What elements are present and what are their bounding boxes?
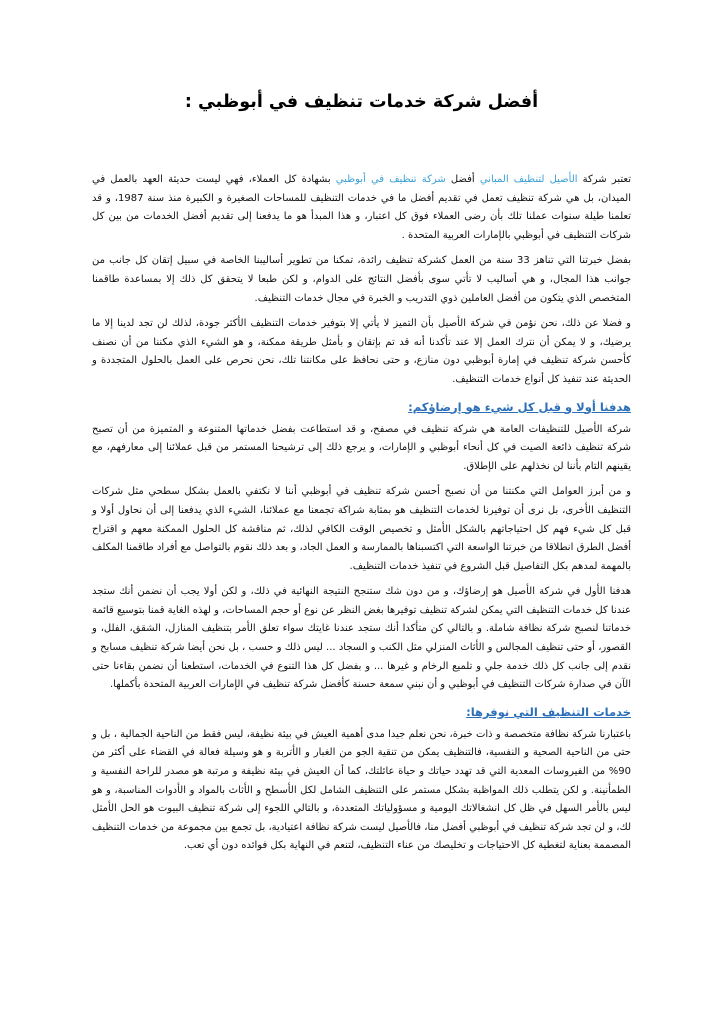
intro-text-2: أفضل: [445, 174, 480, 185]
intro-paragraph: [92, 171, 631, 245]
page-title: أفضل شركة خدمات تنظيف في أبوظبي :: [184, 92, 539, 112]
cleaning-company-link[interactable]: شركة تنظيف في أبوظبي: [335, 174, 446, 185]
section-heading-goal: [92, 397, 631, 417]
intro-text-1: تعتبر شركة: [577, 174, 631, 185]
quality-paragraph: و فضلا عن ذلك، نحن نؤمن في شركة الأصيل بأن التميز لا يأتي إلا بتوفير خدمات التنظيف الأكثر جودة، لذلك لن تجد لدينا إلا ما يرضيك، و لا يمكن أن نترك العمل إلا عند تأكدنا أنه قد تم بإتقان و بأمثل طريقة ممكنة، و هو الشيء الذي مكننا من أن نصنف كأحسن شركة تنظيف في إمارة أبوظبي دون منازع، و حتى نحافظ على مكانتنا تلك، نحن نحرص على العمل بالحلول المتجددة و الحديثة عند تنفيذ كل أنواع خدمات التنظيف.: [92, 318, 631, 385]
experience-paragraph: بفضل خبرتنا التي تناهز 33 سنة من العمل كشركة تنظيف رائدة، تمكنا من تطوير أساليبنا الخاصة في سبيل إتقان كل جانب من جوانب هذا المجال، و هي أساليب لا تأتي سوى بأفضل النتائج على الدوام، و لكن طبعا لا يتحقق كل ذلك إلا بمساعدة طاقمنا المتخصص الذي يتكون من أفضل العاملين ذوي التدريب و الخبرة في مجال خدمات التنظيف.: [92, 255, 631, 304]
company-link[interactable]: الأصيل لتنظيف المباني: [479, 174, 578, 185]
section-heading-services: [92, 702, 631, 722]
intro-text-3: بشهادة كل العملاء، فهي ليست حديثة العهد بالعمل في الميدان، بل هي شركة تنظيف تعمل في تقديم أفضل ما في خدمات التنظيف للمساحات الصغيرة و الكبيرة منذ سنة 1987، و قد تعلمنا طيلة سنوات عملنا تلك بأن رضى العملاء فوق كل اعتبار، و هذا المبدأ هو ما يدفعنا إلى تقديم أفضل الخدمات من بين كل شركات التنظيف في أبوظبي بالإمارات العربية المتحدة .: [92, 174, 631, 241]
services-range-paragraph: هدفنا الأول في شركة الأصيل هو إرضاؤك، و من دون شك ستنجح النتيجة النهائية في ذلك، و لكن أولا يجب أن نضمن أنك ستجد عندنا كل خدمات التنظيف التي يمكن لشركة تنظيف توفيرها بغض النظر عن نوع أو حجم المساحات، و لهذه الغاية قمنا بتوسيع قائمة خدماتنا لنصبح شركة نظافة شاملة. و بالتالي كن متأكدا أنك ستجد عندنا غايتك سواء تعلق الأمر بتنظيف المنازل، الشقق، الفلل، و القصور، أو حتى تنظيف المجالس و الأثاث المنزلي مثل الكنب و السجاد ... ليس ذلك و حسب ، بل نحن أيضا شركة تنظيف مسابح و نقدم إلى جانب كل ذلك خدمة جلي و تلميع الرخام و غيرها ... و بفضل كل هذا التنوع في الخدمات، استطعنا أن نضمن بقاءنا حتى الآن في صدارة شركات التنظيف في أبوظبي و أن نبني سمعة حسنة كأفضل شركة تنظيف في الإمارات العربية المتحدة بأكملها.: [92, 586, 631, 691]
section-heading-services-text: خدمات التنظيف التي نوفرها:: [466, 704, 631, 719]
reputation-paragraph: شركة الأصيل للتنظيفات العامة هي شركة تنظيف في مصفح، و قد استطاعت بفضل خدماتها المتنوعة و المتميزة من أن تصبح شركة تنظيف ذائعة الصيت في كل أنحاء أبوظبي و الإمارات، و يرجع ذلك إلى ترشيحنا المستمر من قبل عملائنا إلى معارفهم، مع يقينهم التام بأننا لن نخذلهم على الإطلاق.: [92, 423, 631, 472]
partnership-paragraph: و من أبرز العوامل التي مكنتنا من أن نصبح أحسن شركة تنظيف في أبوظبي أننا لا نكتفي بالعمل بشكل سطحي مثل شركات التنظيف الأخرى، بل نرى أن توفيرنا لخدمات التنظيف هو بمثابة شراكة تجمعنا مع عملائنا، الشيء الذي يدفعنا إلى أن نحاول أولا و قبل كل شيء فهم كل احتياجاتهم بالشكل الأمثل و تخصيص الوقت الكافي لذلك، ثم مناقشة كل الحلول الممكنة معهم و اقتراح أفضل الطرق انطلاقا من خبرتنا الواسعة التي اكتسبناها بالممارسة و العمل الجاد، و بعد ذلك نقوم بالتواصل مع أفراد طاقمنا المكلف بالمهمة لمدهم بكل التفاصيل قبل الشروع في تنفيذ خدمات التنظيف.: [92, 486, 631, 572]
section-heading-goal-text: هدفنا أولا و قبل كل شيء هو إرضاؤكم:: [408, 399, 631, 414]
services-paragraph: باعتبارنا شركة نظافة متخصصة و ذات خبرة، نحن نعلم جيدا مدى أهمية العيش في بيئة نظيفة، ليس فقط من الناحية الجمالية ، بل و حتى من الناحية الصحية و النفسية، فالتنظيف يمكن من تنقية الجو من الغبار و الأتربة و هو وسيلة فعالة في القضاء على أكثر من 90% من الفيروسات المعدية التي قد تهدد حياتك و حياة عائلتك، كما أن العيش في بيئة نظيفة و مرتبة هو مصدر للراحة النفسية و الطمأنينة. و لكن يتطلب ذلك المواظبة بشكل مستمر على التنظيف الشامل لكل الأسطح و الأثاث بالمواد و الأدوات المناسبة، و هو ليس بالأمر السهل في ظل كل انشغالاتك اليومية و مسؤولياتك المتعددة، و بالتالي اللجوء إلى شركة تنظيف البيوت هو الحل الأمثل لك، و لن تجد شركة تنظيف في أبوظبي أفضل منا، فالأصيل ليست شركة نظافة اعتيادية، بل تجمع بين مجموعة من خدمات التنظيف المصممة بعناية لتغطية كل الاحتياجات و تخليصك من عناء التنظيف، لتنعم في النهاية بكل فوائده دون أي تعب.: [92, 728, 631, 852]
